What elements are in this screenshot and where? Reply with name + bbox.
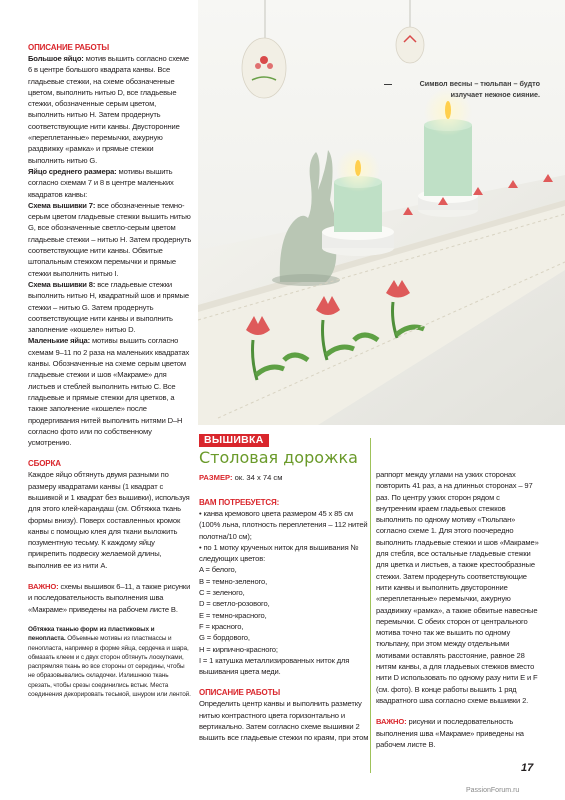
color-e: E = темно-красного, xyxy=(199,610,267,620)
note-covering-text: Объемные мотивы из пластмассы и пенопласта, например в форме яйца, сердечка и шара, обмазать клеем и с двух сторон обтянуть лоскутками, распрямляя ткань во все стороны от середины, чтобы не образовывались складочки. Излишнюю ткань срезать, чтобы срезы соединились встык. Места соединения декорировать тесьмой, шнуром или лентой. xyxy=(28,635,191,699)
lead-important-right: ВАЖНО: xyxy=(376,717,407,727)
paragraph-work-start: Определить центр канвы и выполнить разметку нитью контрастного цвета горизонтально и вертикально. Затем согласно схеме вышивки 2 вышить все гладьевые стежки по краям, при этом xyxy=(199,699,369,743)
paragraph-medium-egg xyxy=(28,166,192,200)
section-heading-work: ОПИСАНИЕ РАБОТЫ xyxy=(28,43,110,52)
paragraph-work-continued: раппорт между углами на узких сторонах повторить 41 раз, а на длинных сторонах – 97 раз. По центру узких сторон рядом с внутренним краем гладьевых стежков выполнить по одному мотиву «Тюльпан» согласно схеме 1. Для этого поочередно выполнить гладьевые стежки и шов «Макраме» для стебля, все остальные гладьевые стежки для цветка и листьев, а также крестообразные стежки. Затем продернуть соответствующие нити канвы и выполнить двусторонние «переплетанные» перемычки, ажурную раздвижку «рамка», а также обвитые навесные перемычки. С обеих сторон от центрального мотива точно так же вышить по одному тюльпану, при этом между отдельными мотивами оставлять расстояние, равное 28 нитям канвы, а для гладьевых стежков вместо нити D использовать по одному разу нити E и F (см. фото). В конце работы вышить 1 ряд квадратного шва согласно схеме вышивки 2. xyxy=(376,470,539,705)
paragraph-scheme-8 xyxy=(28,279,192,335)
note-covering xyxy=(28,625,192,699)
table-runner-photo xyxy=(198,0,565,425)
size-value: ок. 34 х 74 см xyxy=(232,473,283,482)
color-i: I = 1 катушка металлизированных ниток для вышивания цвета меди. xyxy=(199,655,350,677)
column-divider xyxy=(370,438,371,773)
lead-important-left: ВАЖНО: xyxy=(28,582,59,592)
photo-caption: Символ весны – тюльпан – будто излучает нежное сияние. xyxy=(419,79,540,99)
lead-medium-egg: Яйцо среднего размера: xyxy=(28,166,117,176)
text-scheme-7: все обозначенные темно-серым цветом гладьевые стежки вышить нитью G, все обозначенные светло-серым цветом гладьевые стежки – нитью H. Затем продернуть соответствующие нити канвы. Обвитые штопальным стежком перемычки и прямые стежки выполнить нитью I. xyxy=(28,200,192,278)
paragraph-scheme-7 xyxy=(28,200,192,279)
middle-column xyxy=(199,497,369,744)
text-large-egg: мотив вышить согласно схеме 6 в центре большого квадрата канвы. Все гладьевые стежки, на схеме обозначенные цветом, выполнить нитью D, все гладьевые стежки, обозначенные серым цветом, выполнить нитью H. Затем продернуть соответствующие нити канвы. Двусторонние «переплетанные» перемычки, ажурную раздвижку «рамка» и прямые стежки выполнить нитью G. xyxy=(28,54,189,165)
size-line xyxy=(199,472,282,483)
paragraph-important-right xyxy=(376,716,540,750)
color-c: C = зеленого, xyxy=(199,588,245,598)
text-scheme-8: все гладьевые стежки выполнить нитью H, квадратный шов и прямые стежки – нитью G. Затем продернуть соответствующие нити канвы и выполнить заполнение «кошеле» нитью D. xyxy=(28,279,189,335)
section-heading-assembly: СБОРКА xyxy=(28,459,61,469)
paragraph-important-left xyxy=(28,581,192,615)
color-g: G = бордового, xyxy=(199,633,250,643)
text-medium-egg: мотивы вышить согласно схемам 7 и 8 в центре маленьких квадратов канвы: xyxy=(28,166,174,199)
text-small-eggs: мотивы вышить согласно схемам 9–11 по 2 раза на маленьких квадратах канвы. Обозначенные на схеме серым цветом гладьевые стежки и шов «Макраме» для листьев и стеблей выполнить нитью C. Все гладьевые и прямые стежки для цветков, а также заполнение «кошеле» после продергивания нитей выполнить нитями D–H согласно фото или по собственному усмотрению. xyxy=(28,336,190,448)
photo-illustration xyxy=(198,0,565,425)
size-label: РАЗМЕР: xyxy=(199,473,233,482)
paragraph-assembly: Каждое яйцо обтянуть двумя разными по размеру квадратами канвы (1 квадрат с вышивкой и 1 квадрат без вышивки), используя для этого клей-карандаш (см. Обтяжка ткань формы внизу). Поверх составленных кромок канвы с помощью клея для ткани выложить позументную тесьму. К каждому яйцу прикрепить подвеску желаемой длины, выполнив ее из нити A. xyxy=(28,470,190,570)
color-h: H = кирпично-красного; xyxy=(199,644,278,654)
right-column xyxy=(376,469,540,750)
page-number: 17 xyxy=(521,762,534,774)
text-important-right: рисунки и последовательность выполнения шва «Макраме» приведены на рабочем листе B. xyxy=(376,717,524,749)
color-b: B = темно-зеленого, xyxy=(199,576,268,586)
paragraph-large-egg xyxy=(28,53,192,166)
lead-scheme-7: Схема вышивки 7: xyxy=(28,200,96,210)
material-threads: • по 1 мотку крученых ниток для вышивания № следующих цветов: xyxy=(199,542,359,564)
paragraph-small-eggs xyxy=(28,335,192,448)
note-covering-lead: Обтяжка тканью форм из пластиковых и пенопласта. xyxy=(28,625,155,643)
lead-large-egg: Большое яйцо: xyxy=(28,54,84,63)
material-canvas: • канва кремового цвета размером 45 x 85 см (100% льна, плотность переплетения – 112 нитей полотна/10 см); xyxy=(199,509,368,541)
section-heading-work-2: ОПИСАНИЕ РАБОТЫ xyxy=(199,688,281,698)
color-a: A = белого, xyxy=(199,565,237,575)
lead-small-eggs: Маленькие яйца: xyxy=(28,336,91,346)
text-important-left: схемы вышивок 6–11, а также рисунки и последовательность выполнения шва «Макраме» приведены на рабочем листе B. xyxy=(28,582,191,614)
site-watermark: PassionForum.ru xyxy=(466,787,520,794)
left-column xyxy=(28,42,192,699)
caption-leader-line xyxy=(384,84,392,85)
section-heading-materials: ВАМ ПОТРЕБУЕТСЯ: xyxy=(199,498,280,507)
lead-scheme-8: Схема вышивки 8: xyxy=(28,279,96,289)
article-title: Столовая дорожка xyxy=(199,448,358,467)
color-f: F = красного, xyxy=(199,621,244,631)
color-d: D = светло-розового, xyxy=(199,599,270,609)
category-tag: ВЫШИВКА xyxy=(199,434,269,447)
